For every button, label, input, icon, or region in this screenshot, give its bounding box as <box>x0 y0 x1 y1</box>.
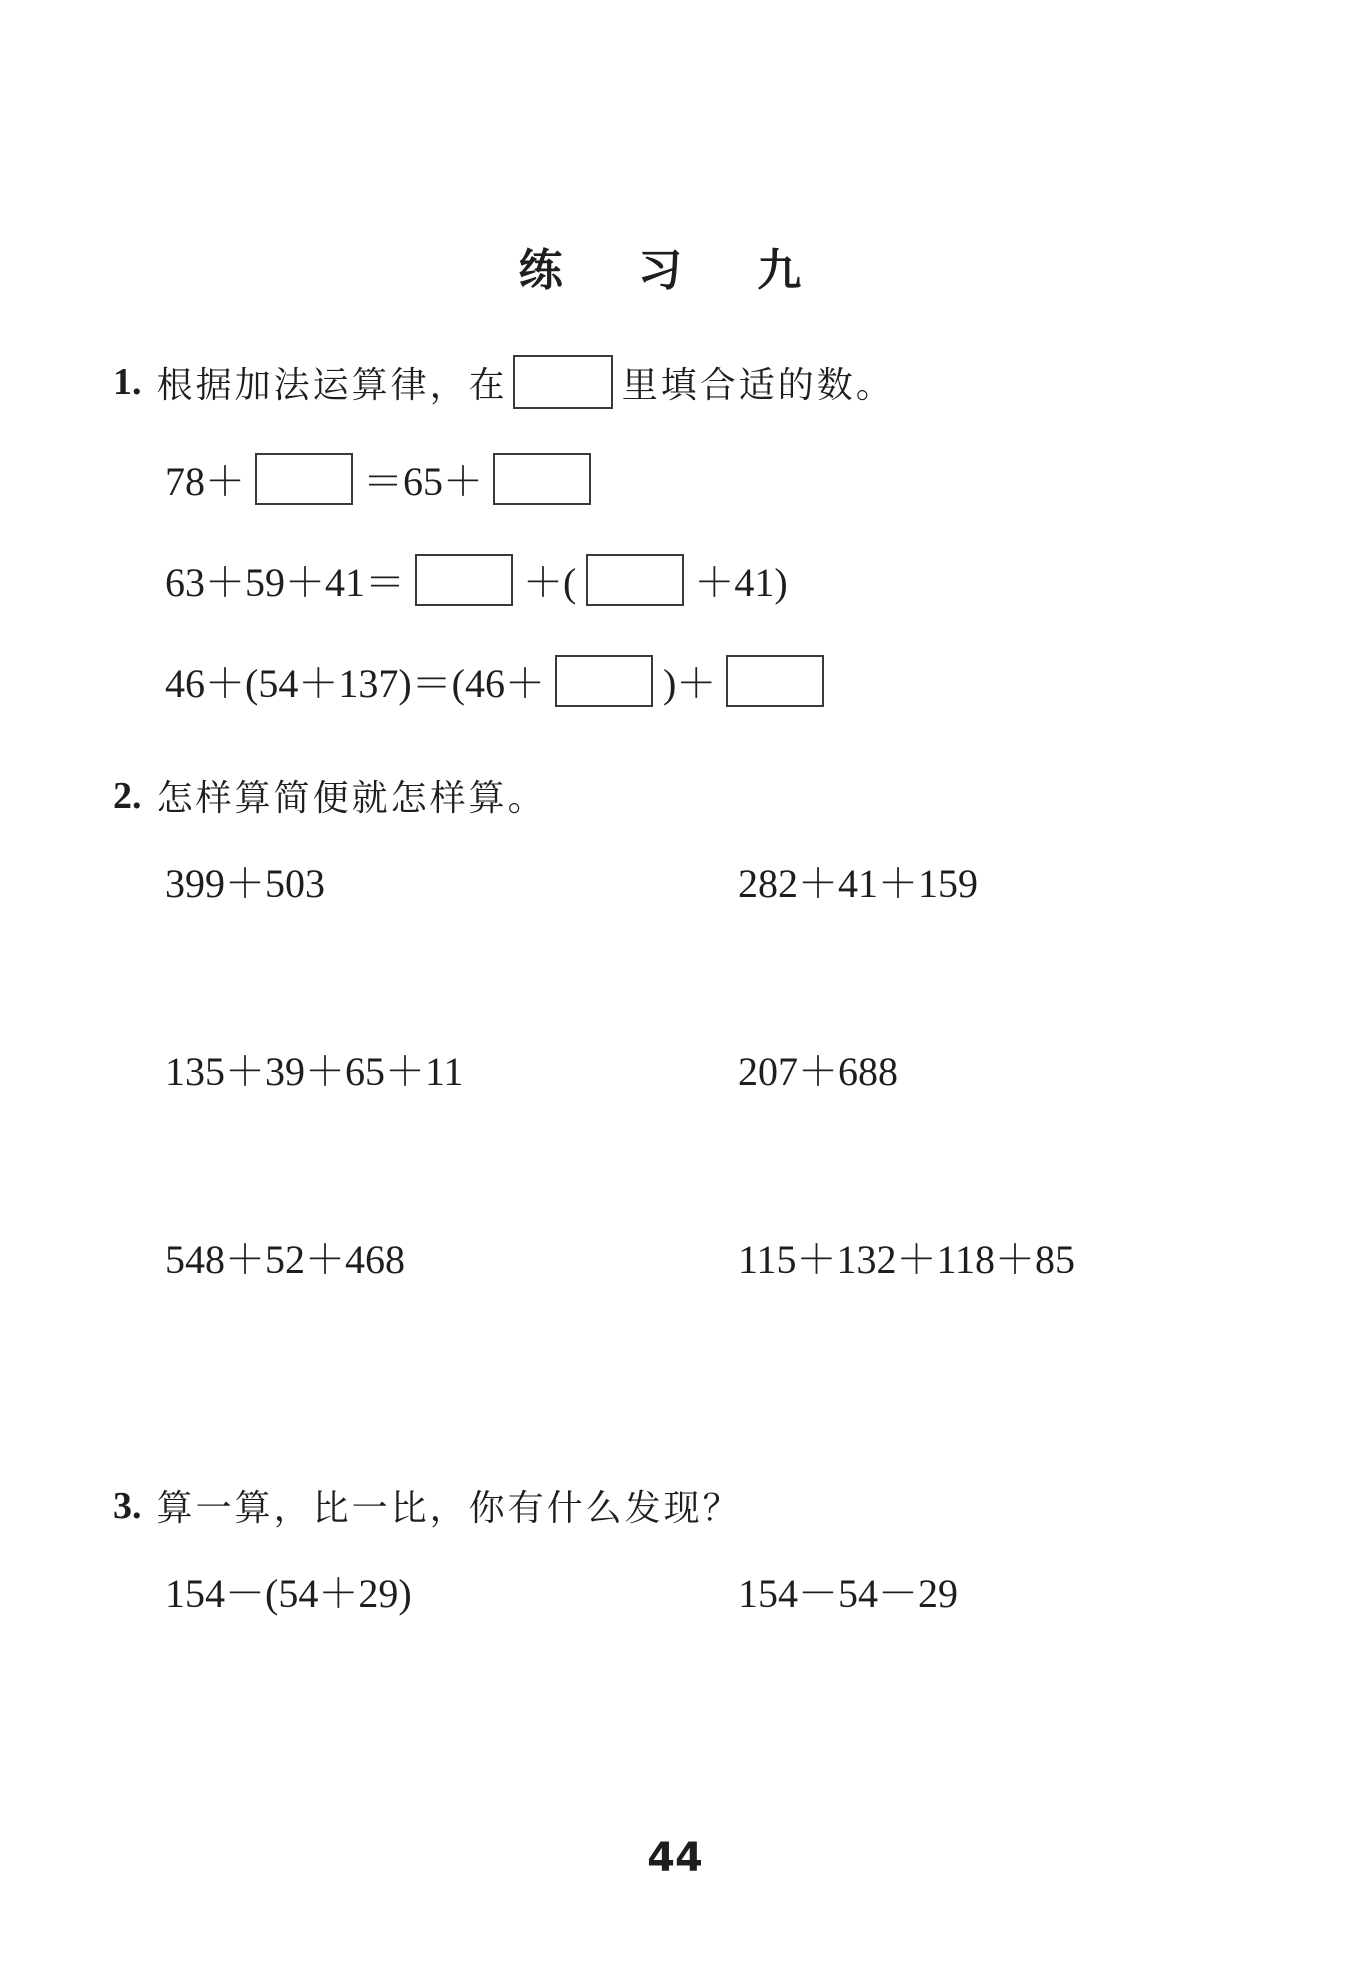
expr-part: 63＋59＋41＝ <box>165 560 405 605</box>
calc-item: 154－(54＋29) <box>165 1571 412 1616</box>
answer-box[interactable] <box>493 453 591 505</box>
answer-box[interactable] <box>555 655 653 707</box>
q1-line-2 <box>165 551 788 608</box>
calc-item: 399＋503 <box>165 861 325 906</box>
q1-line-3 <box>165 652 824 709</box>
question-2-text: 怎样算简便就怎样算。 <box>156 778 547 819</box>
answer-box[interactable] <box>255 453 353 505</box>
calc-item: 135＋39＋65＋11 <box>165 1049 464 1094</box>
calc-item: 115＋132＋118＋85 <box>738 1237 1076 1282</box>
question-2-prompt <box>113 770 547 821</box>
expr-part: 78＋ <box>165 459 245 504</box>
question-1-number: 1. <box>113 361 142 403</box>
question-2-number: 2. <box>113 774 142 817</box>
expr-part: ＝65＋ <box>363 459 483 504</box>
question-1-prompt <box>113 355 895 409</box>
page-title: 练 习 九 <box>518 245 832 296</box>
answer-box[interactable] <box>586 554 684 606</box>
expr-part: )＋ <box>662 661 717 706</box>
answer-box-legend <box>513 355 613 409</box>
calc-item: 207＋688 <box>738 1049 898 1094</box>
page-number: 44 <box>647 1835 703 1881</box>
expr-part: 46＋(54＋137)＝(46＋ <box>165 661 545 706</box>
question-3-prompt <box>113 1480 742 1531</box>
calc-item: 282＋41＋159 <box>738 861 978 906</box>
question-3-number: 3. <box>113 1484 142 1527</box>
answer-box[interactable] <box>726 655 824 707</box>
expr-part: ＋41) <box>694 560 788 605</box>
expr-part: ＋( <box>523 560 577 605</box>
answer-box[interactable] <box>415 554 513 606</box>
calc-item: 154－54－29 <box>738 1571 958 1616</box>
question-1-text-before: 根据加法运算律，在 <box>156 364 508 406</box>
calc-item: 548＋52＋468 <box>165 1237 405 1282</box>
question-3-text: 算一算，比一比，你有什么发现？ <box>156 1488 742 1529</box>
question-1-text-after: 里填合适的数。 <box>621 364 895 406</box>
q1-line-1 <box>165 450 591 507</box>
